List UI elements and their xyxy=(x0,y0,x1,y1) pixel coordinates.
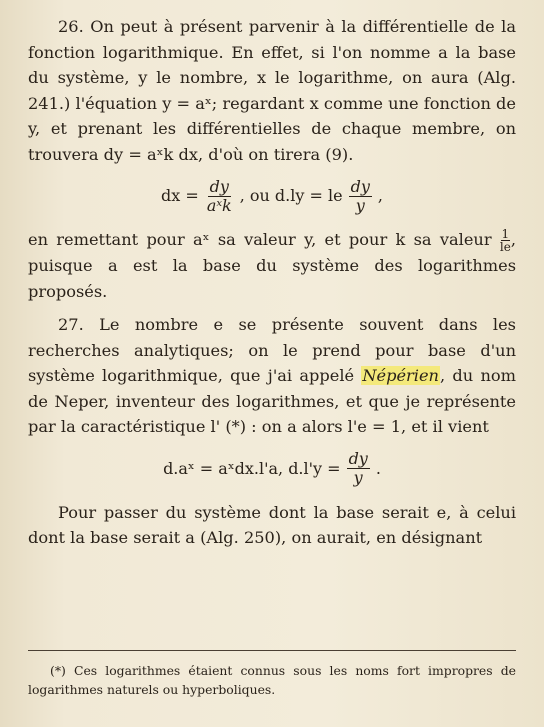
formula-lhs: dx = xyxy=(161,186,199,206)
fraction-dy-over-y xyxy=(349,178,372,215)
footnote-divider xyxy=(28,650,516,651)
formula-neperian xyxy=(28,446,516,492)
fraction-dy-over-y xyxy=(347,450,370,487)
paragraph-26: 26. On peut à présent parvenir à la différentielle de la fonction logarithmique. En effet, si l'on nomme a la base du système, y le nombre, x le logarithme, on aura (Alg. 241.) l'équation y = aˣ; regardant x comme une fonction de y, et prenant les différentielles de chaque membre, on trouvera dy = aˣk dx, d'où on tirera (9). xyxy=(28,17,516,164)
paragraph-26-continued xyxy=(28,227,516,304)
fraction-numerator: dy xyxy=(209,176,229,196)
highlighted-term: Népérien xyxy=(362,366,439,385)
page-body xyxy=(28,14,516,551)
fraction-one-over-le xyxy=(500,228,511,253)
fraction-numerator: dy xyxy=(350,176,370,196)
text-segment: 27. Le nombre e se présente souvent dans les recherches analytiques; on le prend pour base d'un système logarithmique, que j'ai appelé xyxy=(28,315,516,385)
fraction-denominator: aˣk xyxy=(206,195,232,215)
formula-end: . xyxy=(375,458,381,478)
fraction-numerator: 1 xyxy=(501,227,510,241)
text-segment: , puisque a est la base du système des logarithmes proposés. xyxy=(28,230,516,301)
paragraph-27 xyxy=(28,312,516,440)
fraction-denominator: y xyxy=(355,195,365,215)
text-segment: en remettant pour aˣ sa valeur y, et pour k sa valeur xyxy=(28,230,492,249)
fraction-denominator: y xyxy=(353,468,363,487)
text-segment: , du nom de Neper, inventeur des logarithmes, et que je représente par la caractéristique l' (*) : on a alors l'e = 1, et il vient xyxy=(28,366,516,436)
formula-lhs: d.aˣ = aˣdx.l'a, d.l'y = xyxy=(163,458,341,478)
formula-end: , xyxy=(377,186,383,206)
fraction-numerator: dy xyxy=(348,449,368,468)
formula-middle: , ou d.ly = le xyxy=(239,186,343,206)
footnote: (*) Ces logarithmes étaient connus sous les noms fort impropres de logarithmes naturels ou hyperboliques. xyxy=(28,663,516,697)
paragraph-28: Pour passer du système dont la base serait e, à celui dont la base serait a (Alg. 250), on aurait, en désignant xyxy=(28,502,516,547)
fraction-denominator: le xyxy=(499,240,511,254)
fraction-dy-over-axk xyxy=(205,178,234,215)
formula-differential-log xyxy=(28,173,516,219)
